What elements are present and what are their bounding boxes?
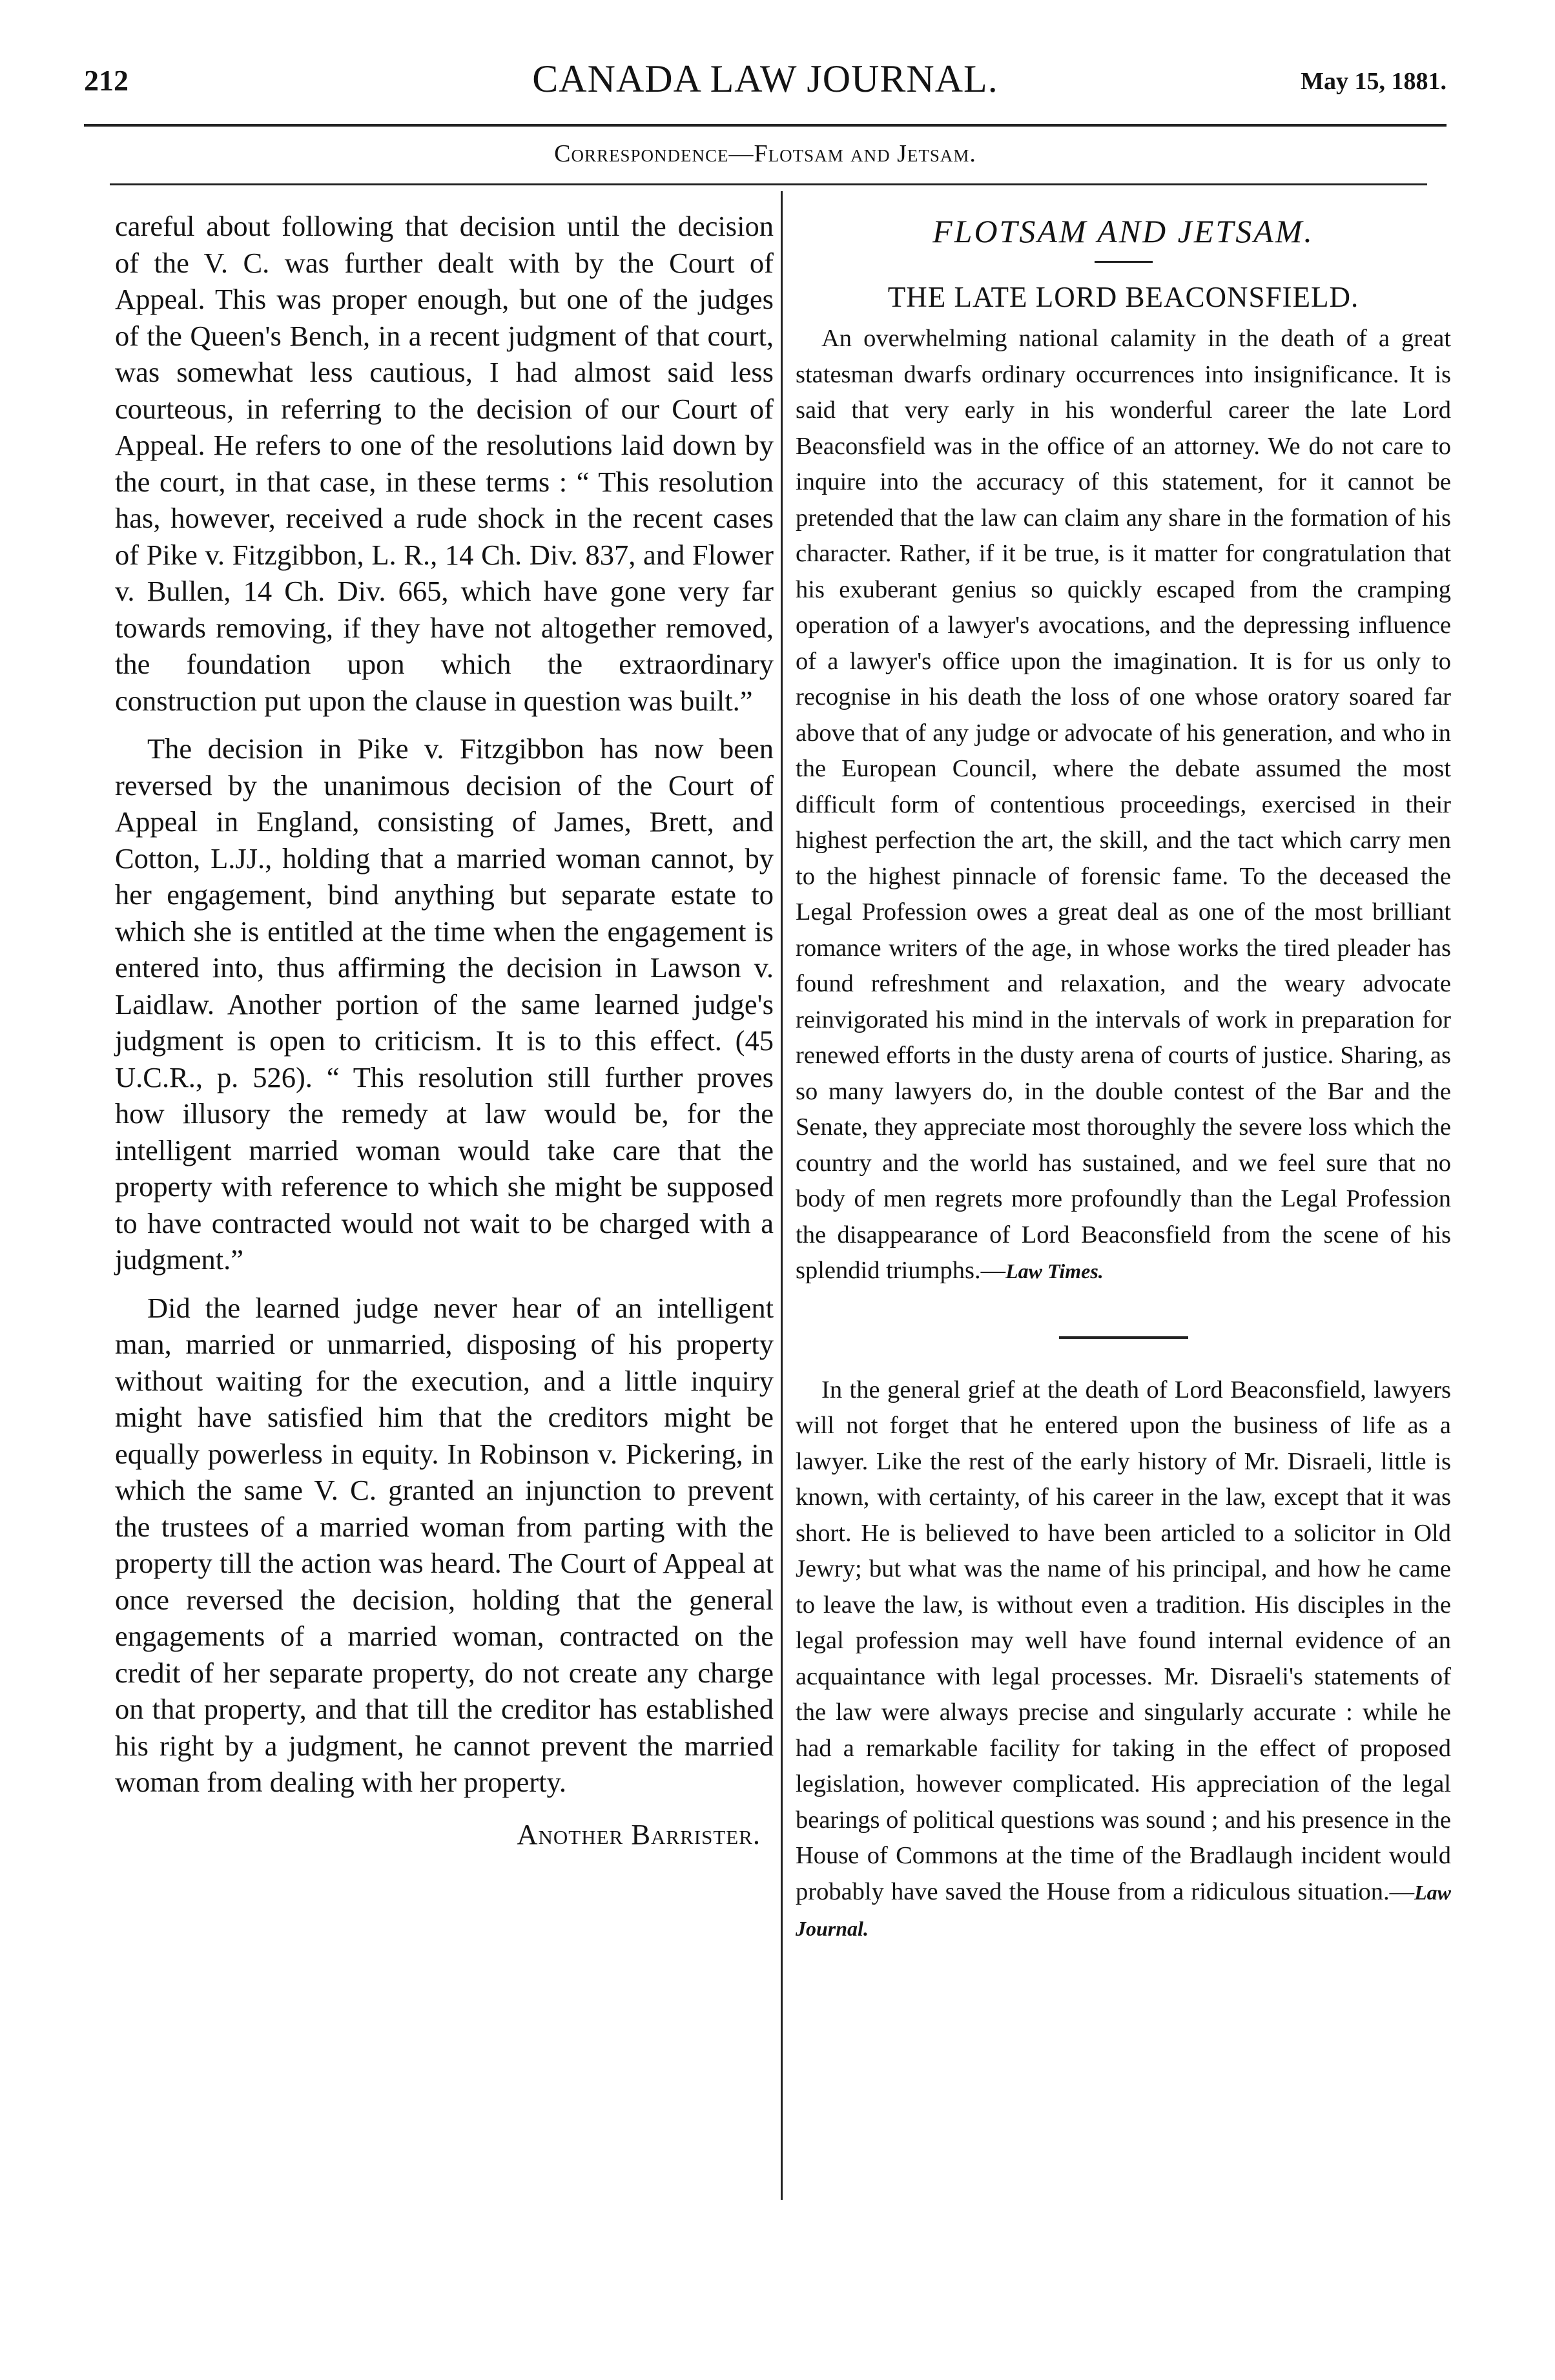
article-1-paragraph <box>796 321 1451 1290</box>
letter-paragraph-3: Did the learned judge never hear of an intelligent man, married or unmarried, disposing of his property without waiting for the execution, and a little inquiry might have satisfied him that the creditors might be equally powerless in equity. In Robinson v. Pickering, in which the same V. C. granted an injunction to prevent the trustees of a married woman from parting with the property till the action was heard. The Court of Appeal at once reversed the decision, holding that the general engagements of a married woman, contracted on the credit of her separate property, do not create any charge on that property, and that till the creditor has established his right by a judgment, he cannot prevent the married woman from dealing with her property. <box>115 1291 774 1798</box>
article-title: THE LATE LORD BEACONSFIELD. <box>887 281 1359 313</box>
flotsam-title: FLOTSAM AND JETSAM. <box>932 213 1314 249</box>
article-2-paragraph <box>796 1372 1451 1947</box>
title-dash <box>1095 261 1153 263</box>
article-2-body: In the general grief at the death of Lord Beaconsfield, lawyers will not forget that he entered upon the business of life as a lawyer. Like the rest of the early history of Mr. Disraeli, little is known, with certainty, of his career in the law, except that it was short. He is believed to have been articled to a solicitor in Old Jewry; but what was the name of his principal, and how he came to leave the law, is without even a tradition. His disciples in the legal profession may well have found internal evidence of an acquaintance with legal processes. Mr. Disraeli's statements of the law were always precise and singularly accurate : while he had a remarkable facility for taking in the effect of proposed legislation, however complicated. His appreciation of the legal bearings of political questions was sound ; and his presence in the House of Commons at the time of the Bradlaugh incident would probably have saved the House from a ridiculous situation.— <box>796 1376 1451 1905</box>
page-number: 212 <box>84 64 129 97</box>
article-2-source: Law Journal. <box>796 1880 1451 1940</box>
issue-date: May 15, 1881. <box>1301 68 1447 95</box>
letter-signature: Another Barrister. <box>517 1817 761 1850</box>
article-1-body: An overwhelming national calamity in the death of a great statesman dwarfs ordinary occurrences into insignificance. It is said that very early in his wonderful career the late Lord Beaconsfield was in the office of an attorney. We do not care to inquire into the accuracy of this statement, for it cannot be pretended that the law can claim any share in the formation of his character. Rather, if it be true, is it matter for congratulation that his exuberant genius so quickly escaped from the cramping operation of a lawyer's avocations, and the depressing influence of a lawyer's office upon the imagination. It is for us only to recognise in his death the loss of one whose oratory soared far above that of any judge or advocate of his generation, and who in the European Council, where the debate assumed the most difficult form of contentious proceedings, exercised in their highest perfection the art, the skill, and the tact which carry men to the highest pinnacle of forensic fame. To the deceased the Legal Profession owes a great deal as one of the most brilliant romance writers of the age, in whose works the tired pleader has found refreshment and relaxation, and the weary advocate reinvigorated his mind in the intervals of work in preparation for renewed efforts in the dusty arena of courts of justice. Sharing, as so many lawyers do, in the double contest of the Bar and the Senate, they appreciate most thoroughly the severe loss which the country and the world has sustained, and we feel sure that no body of men regrets more profoundly than the Legal Profession the disappearance of Lord Beaconsfield from the scene of his splendid triumphs.— <box>796 325 1451 1284</box>
article-1-source: Law Times. <box>1005 1259 1104 1283</box>
letter-paragraph-2: The decision in Pike v. Fitzgibbon has now been reversed by the unanimous decision of the Court of Appeal in England, consisting of James, Brett, and Cotton, L.JJ., holding that a married woman cannot, by her engagement, bind anything but separate estate to which she is entitled at the time when the engagement is entered into, thus affirming the decision in Lawson v. Laidlaw. Another portion of the same learned judge's judgment is open to criticism. It is to this effect. (45 U.C.R., p. 526). “ This resolution still further proves how illusory the remedy at law would be, for the intelligent married woman would take care that the property with reference to which she might be supposed to have contracted would not wait to be charged with a judgment.” <box>115 732 774 1276</box>
right-column <box>796 208 1451 1947</box>
page-header <box>84 57 1447 102</box>
header-rule <box>84 124 1447 127</box>
left-column <box>115 208 774 1852</box>
letter-paragraph-1: careful about following that decision until the decision of the V. C. was further dealt with by the Court of Appeal. This was proper enough, but one of the judges of the Queen's Bench, in a recent judgment of that court, was somewhat less cautious, I had almost said less courteous, in referring to the decision of our Court of Appeal. He refers to one of the resolutions laid down by the court, in that case, in these terms : “ This resolution has, however, received a rude shock in the recent cases of Pike v. Fitzgibbon, L. R., 14 Ch. Div. 837, and Flower v. Bullen, 14 Ch. Div. 665, which have gone very far towards removing, if they have not altogether removed, the foundation upon which the extraordinary construction put upon the clause in question was built.” <box>115 210 774 717</box>
journal-title: CANADA LAW JOURNAL. <box>532 57 998 100</box>
section-rule <box>110 183 1427 185</box>
section-heading: Correspondence—Flotsam and Jetsam. <box>554 140 976 167</box>
column-divider <box>781 191 783 2200</box>
article-separator <box>1059 1336 1188 1339</box>
